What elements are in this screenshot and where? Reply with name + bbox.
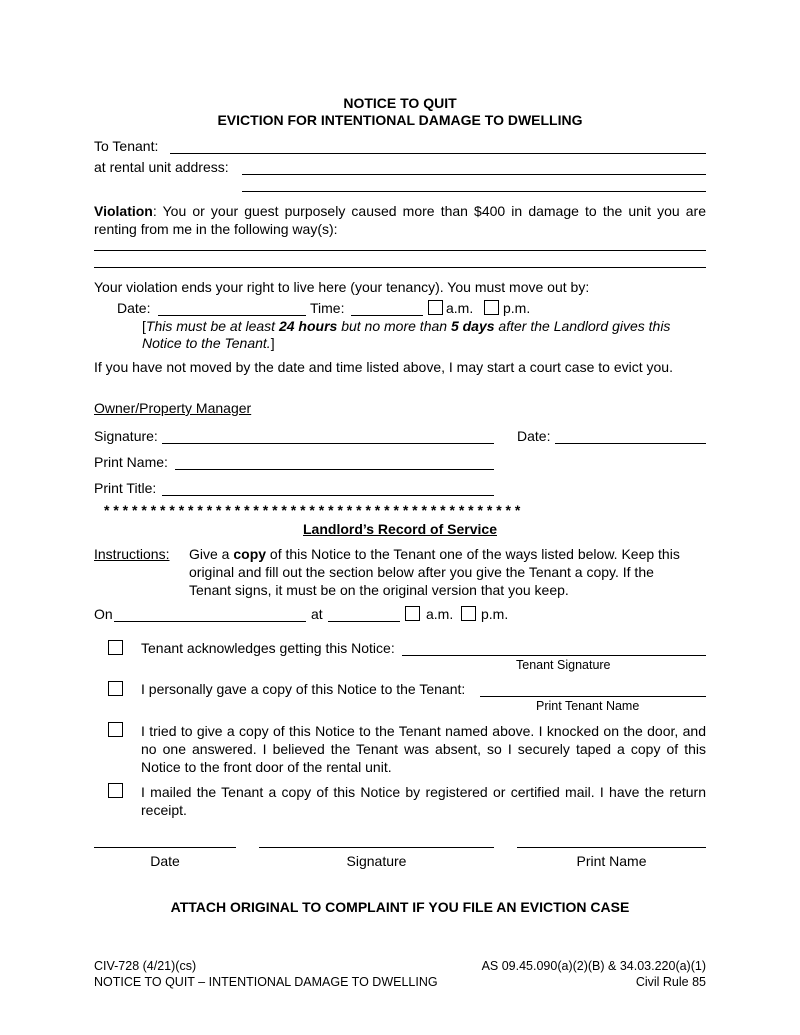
service-heading: Landlord’s Record of Service <box>303 521 497 537</box>
service-am-label: a.m. <box>426 606 454 622</box>
service-at-label: at <box>311 606 323 622</box>
move-out-time-field[interactable] <box>351 315 423 316</box>
move-out-date-label: Date: <box>117 300 151 316</box>
owner-print-title-label: Print Title: <box>94 480 157 496</box>
note-text-3: after the Landlord gives this <box>494 318 671 334</box>
violation-field-line2[interactable] <box>94 267 706 268</box>
footer-statute: AS 09.45.090(a)(2)(B) & 34.03.220(a)(1) <box>481 959 706 973</box>
instructions-line3: Tenant signs, it must be on the original version that you keep. <box>189 582 569 598</box>
footer-civil-rule: Civil Rule 85 <box>635 975 706 989</box>
instructions-label: Instructions: <box>94 546 170 562</box>
service-date-sign-line[interactable] <box>94 847 236 848</box>
move-out-pm-checkbox[interactable] <box>484 300 499 315</box>
address-field-line1[interactable] <box>242 174 706 175</box>
page-title: NOTICE TO QUIT <box>343 95 457 111</box>
service-time-field[interactable] <box>328 621 400 622</box>
violation-text: : You or your guest purposely caused more than $400 in damage to the unit you are renting from me in the following way(s): <box>94 203 706 237</box>
instructions-bold-copy: copy <box>233 546 267 562</box>
footer-form-code: CIV-728 (4/21)(cs) <box>94 959 197 973</box>
option-personal-checkbox[interactable] <box>108 681 123 696</box>
owner-signature-field[interactable] <box>162 443 494 444</box>
note-text-4: Notice to the Tenant. <box>142 335 271 351</box>
option-taped-checkbox[interactable] <box>108 722 123 737</box>
asterisk-separator: * * * * * * * * * * * * * * * * * * * * * * * * * * * * * * * * * * * * * * * * * * * * * <box>104 502 521 518</box>
note-text-1: This must be at least <box>145 318 279 334</box>
option-mailed-text: I mailed the Tenant a copy of this Notice by registered or certified mail. I have the return receipt. <box>141 784 706 818</box>
service-on-label: On <box>94 606 113 622</box>
owner-signature-label: Signature: <box>94 428 158 444</box>
service-am-checkbox[interactable] <box>405 606 420 621</box>
owner-print-name-field[interactable] <box>175 469 494 470</box>
tenant-signature-caption: Tenant Signature <box>516 658 611 672</box>
eviction-warning: If you have not moved by the date and time listed above, I may start a court case to evict you. <box>94 359 673 375</box>
instructions-line2: original and fill out the section below after you give the Tenant a copy. If the <box>189 564 654 580</box>
move-out-am-label: a.m. <box>446 300 474 316</box>
move-out-note-line2 <box>142 335 275 352</box>
service-date-field[interactable] <box>114 621 306 622</box>
owner-date-field[interactable] <box>555 443 706 444</box>
instructions-text-1b: of this Notice to the Tenant one of the ways listed below. Keep this <box>266 546 680 562</box>
service-print-name-line[interactable] <box>517 847 706 848</box>
move-out-note-line1 <box>142 318 670 335</box>
service-print-name-caption: Print Name <box>576 853 647 869</box>
instructions-line1 <box>189 546 680 563</box>
option-acknowledged-text: Tenant acknowledges getting this Notice: <box>141 640 395 656</box>
tenant-signature-field[interactable] <box>402 655 706 656</box>
note-bracket-open: [ <box>142 318 146 334</box>
owner-date-label: Date: <box>517 428 551 444</box>
service-signature-line[interactable] <box>259 847 494 848</box>
instructions-text-1a: Give a <box>189 546 234 562</box>
move-out-intro: Your violation ends your right to live here (your tenancy). You must move out by: <box>94 279 590 295</box>
print-tenant-name-caption: Print Tenant Name <box>536 699 640 713</box>
violation-field-line1[interactable] <box>94 250 706 251</box>
option-mailed-checkbox[interactable] <box>108 783 123 798</box>
service-signature-caption: Signature <box>346 853 407 869</box>
move-out-time-label: Time: <box>310 300 345 316</box>
note-bracket-close: ] <box>270 335 275 351</box>
attach-original-notice: ATTACH ORIGINAL TO COMPLAINT IF YOU FILE AN EVICTION CASE <box>170 899 630 915</box>
violation-label: Violation <box>94 203 153 219</box>
page-subtitle: EVICTION FOR INTENTIONAL DAMAGE TO DWELLING <box>217 112 583 128</box>
note-text-2: but no more than <box>337 318 451 334</box>
to-tenant-label: To Tenant: <box>94 138 159 154</box>
move-out-am-checkbox[interactable] <box>428 300 443 315</box>
violation-paragraph <box>94 202 706 238</box>
owner-print-title-field[interactable] <box>162 495 494 496</box>
note-bold-24h: 24 hours <box>278 318 338 334</box>
service-pm-label: p.m. <box>481 606 509 622</box>
footer-form-title: NOTICE TO QUIT – INTENTIONAL DAMAGE TO DWELLING <box>94 975 438 989</box>
to-tenant-field[interactable] <box>170 153 706 154</box>
option-acknowledged-checkbox[interactable] <box>108 640 123 655</box>
move-out-pm-label: p.m. <box>503 300 531 316</box>
move-out-date-field[interactable] <box>158 315 306 316</box>
owner-print-name-label: Print Name: <box>94 454 168 470</box>
print-tenant-name-field[interactable] <box>480 696 706 697</box>
address-field-line2[interactable] <box>242 191 706 192</box>
owner-heading: Owner/Property Manager <box>94 400 252 416</box>
address-label: at rental unit address: <box>94 159 229 175</box>
option-personal-text: I personally gave a copy of this Notice to the Tenant: <box>141 681 466 697</box>
option-taped-text: I tried to give a copy of this Notice to the Tenant named above. I knocked on the door, and no one answered. I believed the Tenant was absent, so I securely taped a copy of this Notice to the front door of the rental unit. <box>141 723 706 775</box>
service-date-caption: Date <box>150 853 180 869</box>
service-pm-checkbox[interactable] <box>461 606 476 621</box>
note-bold-5days: 5 days <box>450 318 495 334</box>
